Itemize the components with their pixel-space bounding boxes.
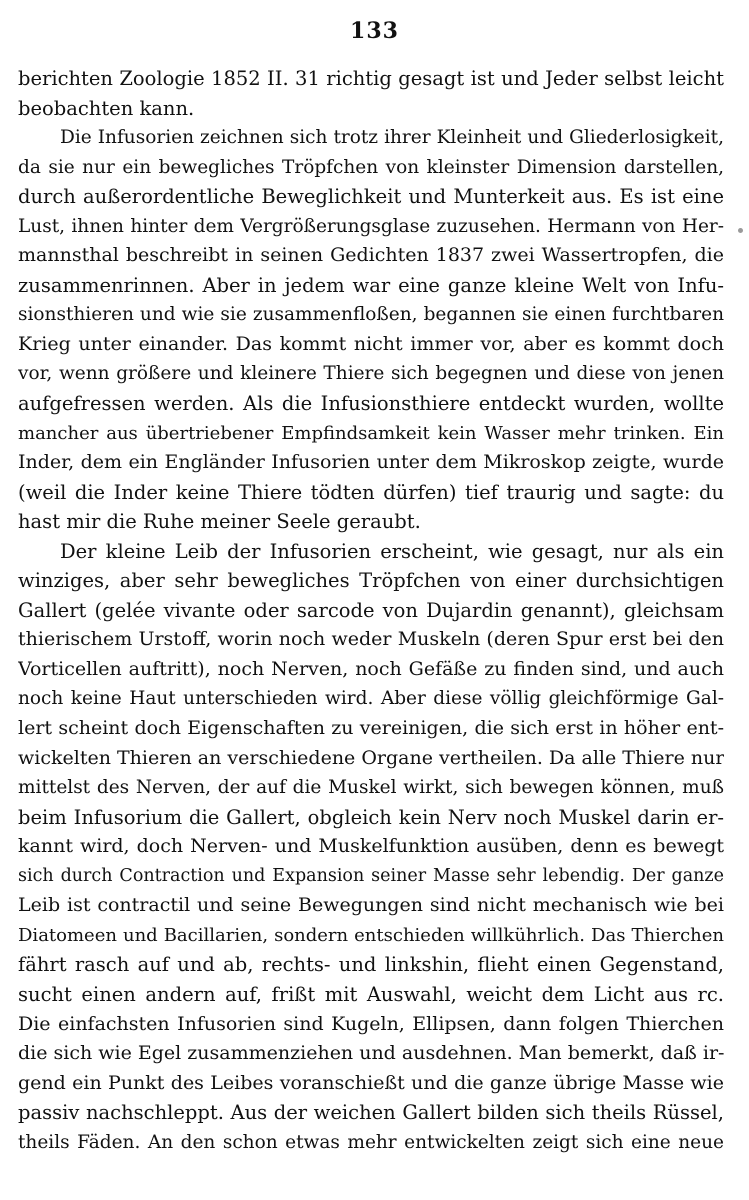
page-number: 133	[350, 18, 399, 44]
text-line: beobachten kann.	[18, 96, 195, 120]
text-line: wickelten Thieren an verschiedene Organe vertheilen. Da alle Thiere nur	[18, 746, 724, 769]
text-line: mannsthal beschreibt in seinen Gedichten 1837 zwei Wassertropfen, die	[18, 244, 724, 267]
text-line: kannt wird, doch Nerven- und Muskelfunktion ausüben, denn es bewegt	[18, 835, 724, 858]
text-line: berichten Zoologie 1852 II. 31 richtig gesagt ist und Jeder selbst leicht	[18, 67, 724, 90]
text-line: Diatomeen und Bacillarien, sondern entschieden willkührlich. Das Thierchen	[18, 924, 724, 946]
text-line: Lust, ihnen hinter dem Vergrößerungsglase zuzusehen. Hermann von Her-	[18, 215, 724, 237]
text-line: Die einfachsten Infusorien sind Kugeln, Ellipsen, dann folgen Thierchen	[18, 1012, 724, 1035]
paper-speck	[738, 228, 743, 233]
text-line: fährt rasch auf und ab, rechts- und linkshin, flieht einen Gegenstand,	[18, 953, 724, 977]
text-line: mittelst des Nerven, der auf die Muskel wirkt, sich bewegen können, muß	[18, 777, 724, 799]
text-line: hast mir die Ruhe meiner Seele geraubt.	[18, 510, 421, 534]
text-line: Die Infusorien zeichnen sich trotz ihrer Kleinheit und Gliederlosigkeit,	[60, 127, 724, 149]
text-line: thierischem Urstoff, worin noch weder Muskeln (deren Spur erst bei den	[18, 628, 724, 651]
text-line: Der kleine Leib der Infusorien erscheint, wie gesagt, nur als ein	[60, 539, 724, 563]
text-line: da sie nur ein bewegliches Tröpfchen von kleinster Dimension darstellen,	[18, 156, 724, 178]
body-text	[18, 64, 724, 1157]
text-line: gend ein Punkt des Leibes voranschießt und die ganze übrige Masse wie	[18, 1071, 724, 1094]
text-line: theils Fäden. An den schon etwas mehr entwickelten zeigt sich eine neue	[18, 1131, 724, 1153]
text-line: sionsthieren und wie sie zusammenfloßen, begannen sie einen furchtbaren	[18, 304, 724, 326]
text-line: winziges, aber sehr bewegliches Tröpfchen von einer durchsichtigen	[18, 569, 724, 593]
text-line: noch keine Haut unterschieden wird. Aber diese völlig gleichförmige Gal-	[18, 688, 724, 710]
text-line: lert scheint doch Eigenschaften zu vereinigen, die sich erst in höher ent-	[18, 717, 724, 740]
text-line: durch außerordentliche Beweglichkeit und Munterkeit aus. Es ist eine	[18, 185, 724, 209]
text-line: sich durch Contraction und Expansion seiner Masse sehr lebendig. Der ganze	[18, 865, 724, 886]
text-line: aufgefressen werden. Als die Infusionsthiere entdeckt wurden, wollte	[18, 392, 724, 416]
text-line: die sich wie Egel zusammenziehen und ausdehnen. Man bemerkt, daß ir-	[18, 1042, 724, 1065]
text-line: vor, wenn größere und kleinere Thiere sich begegnen und diese von jenen	[18, 363, 724, 385]
text-line: beim Infusorium die Gallert, obgleich kein Nerv noch Muskel darin er-	[18, 805, 724, 829]
text-line: mancher aus übertriebener Empfindsamkeit kein Wasser mehr trinken. Ein	[18, 422, 724, 444]
text-line: zusammenrinnen. Aber in jedem war eine ganze kleine Welt von Infu-	[18, 273, 724, 297]
text-line: Leib ist contractil und seine Bewegungen sind nicht mechanisch wie bei	[18, 894, 724, 917]
text-line: Vorticellen auftritt), noch Nerven, noch Gefäße zu finden sind, und auch	[18, 657, 724, 680]
text-line: passiv nachschleppt. Aus der weichen Gallert bilden sich theils Rüssel,	[18, 1101, 724, 1125]
text-line: (weil die Inder keine Thiere tödten dürfen) tief traurig und sagte: du	[18, 480, 724, 504]
text-line: Inder, dem ein Engländer Infusorien unter dem Mikroskop zeigte, wurde	[18, 451, 724, 474]
text-line: Gallert (gelée vivante oder sarcode von Dujardin genannt), gleichsam	[18, 598, 724, 622]
text-line: sucht einen andern auf, frißt mit Auswahl, weicht dem Licht aus rc.	[18, 982, 724, 1006]
text-line: Krieg unter einander. Das kommt nicht immer vor, aber es kommt doch	[18, 332, 724, 355]
